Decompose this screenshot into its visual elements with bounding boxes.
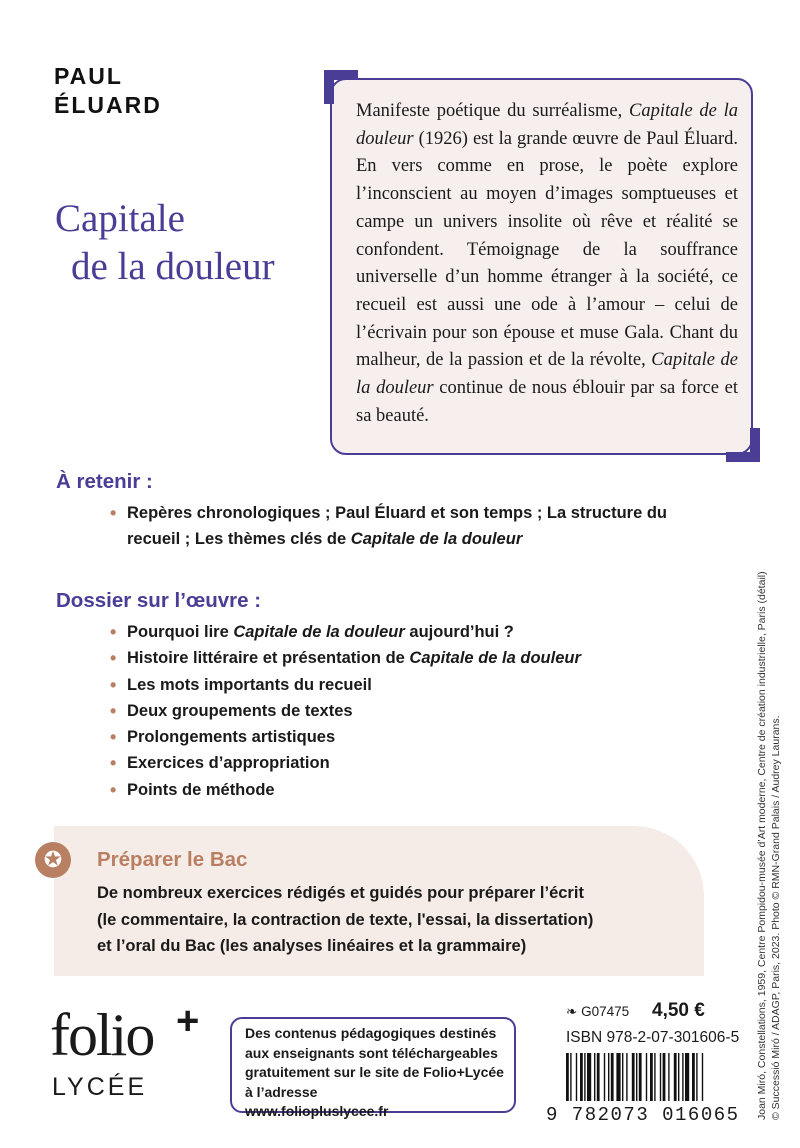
- barcode-bar: [580, 1053, 583, 1101]
- barcode-bar: [626, 1053, 627, 1101]
- barcode-bar: [668, 1053, 669, 1101]
- bac-title: Préparer le Bac: [97, 848, 248, 871]
- author-first-name: PAUL: [54, 63, 123, 89]
- star-icon: ✪: [35, 842, 71, 878]
- list-item: [110, 500, 710, 553]
- frame-corner-br-v: [750, 428, 760, 462]
- download-url[interactable]: www.foliopluslycee.fr: [245, 1103, 389, 1119]
- barcode-bar: [639, 1053, 642, 1101]
- logo-brand: folio: [50, 1002, 154, 1068]
- price: 4,50 €: [652, 1000, 705, 1021]
- barcode-digits: 9 782073 016065: [546, 1104, 740, 1126]
- blurb-title-2: Capitale de la douleur: [356, 350, 739, 399]
- credit-line-1: Joan Miró, Constellations, 1959, Centre Pompidou-musée d’Art moderne, Centre de création industrielle, Paris (détail): [756, 571, 768, 1120]
- product-code: [566, 1004, 629, 1020]
- barcode-bar: [594, 1053, 595, 1101]
- logo-plus: +: [176, 999, 200, 1043]
- list-item: [110, 645, 710, 671]
- barcode-bar: [616, 1053, 620, 1101]
- isbn: ISBN 978-2-07-301606-5: [566, 1029, 740, 1046]
- barcode-bar: [646, 1053, 647, 1101]
- dossier-heading: Dossier sur l’œuvre :: [56, 589, 262, 612]
- barcode-bar: [584, 1053, 585, 1101]
- blurb-text: [356, 98, 738, 430]
- bac-text: [97, 880, 697, 960]
- barcode-bar: [632, 1053, 635, 1101]
- author: [54, 62, 162, 120]
- barcode: [566, 1053, 758, 1101]
- barcode-bar: [597, 1053, 600, 1101]
- dossier-item-2a: Histoire littéraire et présentation de: [127, 649, 410, 668]
- barcode-bar: [654, 1053, 655, 1101]
- download-box: [230, 1017, 516, 1119]
- title-line-1: Capitale: [55, 197, 185, 240]
- retenir-item-text: Repères chronologiques ; Paul Éluard et son temps ; La structure du recueil ; Les thèmes clés de: [127, 504, 668, 549]
- bac-line-3: et l’oral du Bac (les analyses linéaires et la grammaire): [97, 937, 527, 955]
- image-credits: [755, 571, 783, 1120]
- barcode-bar: [622, 1053, 623, 1101]
- list-item: • Les mots importants du recueil: [110, 672, 710, 698]
- title-line-2: de la douleur: [71, 245, 275, 288]
- download-prefix: à l’adresse: [245, 1083, 318, 1100]
- download-line-4: [245, 1083, 504, 1122]
- code-text: G07475: [581, 1004, 630, 1019]
- barcode-bar: [674, 1053, 677, 1101]
- barcode-bar: [678, 1053, 679, 1101]
- barcode-bar: [702, 1053, 703, 1101]
- dossier-item-1b: aujourd’hui ?: [404, 623, 514, 641]
- dossier-item-1a: Pourquoi lire: [127, 623, 234, 641]
- barcode-bar: [685, 1053, 689, 1101]
- frame-corner-tl-v: [324, 70, 334, 104]
- barcode-bar: [576, 1053, 577, 1101]
- dossier-item-2-title: Capitale de la douleur: [409, 649, 581, 668]
- barcode-bar: [566, 1053, 569, 1101]
- blurb-part-1: Manifeste poétique du surréalisme,: [356, 101, 629, 121]
- barcode-bar: [608, 1053, 609, 1101]
- author-last-name: ÉLUARD: [54, 92, 162, 118]
- download-line-1: Des contenus pédagogiques destinés: [245, 1025, 497, 1041]
- book-title: [55, 195, 275, 291]
- download-line-3: gratuitement sur le site de Folio+Lycée: [245, 1064, 504, 1080]
- blurb-part-2: (1926) est la grande œuvre de Paul Éluard. En vers comme en prose, le poète explore l’inconscient au moyen d’images somptueuses et campe un univers insolite où rêve et réalité se confondent. Témoignage de la souffrance universelle d’un homme étranger à la société, ce recueil est aussi une ode à l’amour – celui de l’écrivain pour son épouse et muse Gala. Chant du malheur, de la passion et de la révolte,: [356, 128, 738, 371]
- bac-line-1: De nombreux exercices rédigés et guidés pour préparer l’écrit: [97, 884, 584, 902]
- retenir-heading: À retenir :: [56, 470, 153, 493]
- dossier-item-1-title: Capitale de la douleur: [233, 623, 405, 641]
- barcode-bar: [611, 1053, 614, 1101]
- bac-line-2: (le commentaire, la contraction de texte, l'essai, la dissertation): [97, 910, 594, 929]
- barcode-bar: [650, 1053, 653, 1101]
- list-item: • Deux groupements de textes: [110, 698, 710, 724]
- barcode-bar: [570, 1053, 571, 1101]
- retenir-list: [110, 500, 710, 553]
- barcode-bar: [682, 1053, 683, 1101]
- download-line-2: aux enseignants sont téléchargeables: [245, 1044, 498, 1061]
- logo-sub: LYCÉE: [52, 1073, 148, 1101]
- barcode-bar: [636, 1053, 637, 1101]
- blurb-title-1: Capitale de la douleur: [356, 101, 739, 149]
- dossier-list: [110, 619, 710, 803]
- barcode-bar: [692, 1053, 695, 1101]
- retenir-item-title: Capitale de la douleur: [350, 530, 523, 549]
- barcode-bar: [660, 1053, 661, 1101]
- list-item: • Exercices d’appropriation: [110, 750, 710, 776]
- barcode-bar: [604, 1053, 605, 1101]
- credit-line-2: © Successió Miró / ADAGP, Paris, 2023. Photo © RMN-Grand Palais / Audrey Laurans.: [770, 715, 782, 1120]
- blurb-part-3: continue de nous éblouir par sa force et sa beauté.: [356, 378, 738, 426]
- list-item: • Points de méthode: [110, 777, 710, 803]
- barcode-bar: [587, 1053, 591, 1101]
- barcode-bar: [663, 1053, 666, 1101]
- list-item: [110, 619, 710, 645]
- barcode-bar: [696, 1053, 697, 1101]
- list-item: • Prolongements artistiques: [110, 724, 710, 750]
- book-icon: ❧: [566, 1004, 578, 1019]
